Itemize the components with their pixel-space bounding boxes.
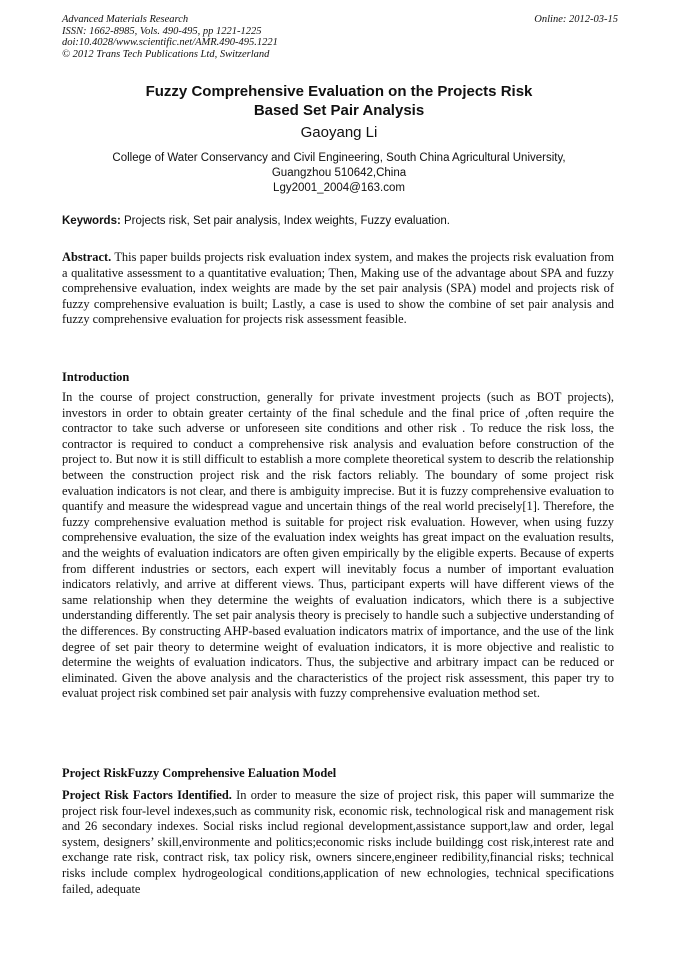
model-paragraph bbox=[62, 788, 614, 897]
abstract-label: Abstract. bbox=[62, 250, 112, 264]
title-line-2: Based Set Pair Analysis bbox=[253, 102, 425, 119]
online-date: Online: 2012-03-15 bbox=[534, 14, 618, 25]
introduction-paragraph: In the course of project construction, generally for private investment projects (such as BOT projects), investors in order to obtain greater certainty of the final schedule and the final price of ,often require the contractor to take such adverse or unforeseen site conditions and other risk . To reduce the risk loss, the contractor is required to conduct a comprehensive risk analysis and evaluation before construction of the project to. But now it is still difficult to establish a more complete theoretical system to describ the relationship between the construction project risk and the risk factors reliably. The boundary of some project risk evaluation indicators is not clear, and there is ambiguity imprecise. But it is fuzzy comprehensive evaluation to quantify and measure the widespread vague and uncertain things of the real world precisely[1]. Therefore, the fuzzy comprehensive evaluation method is suitable for project risk evaluation. However, when using fuzzy comprehensive evaluation, the size of the evaluation index weights has great impact on the evaluation results, and the weights of evaluation indicators are often given empirically by the eligible experts. Because of experts from different industries or sectors, each expert will inevitably focus a number of important evaluation indicators relativly, and arrive at different views. Thus, participant experts will have different views of the same relationship when they determine the weights of evaluation indicators, which there is a subjective understanding differently. The set pair analysis theory is precisely to handle such a subjective understanding of the differences. By constructing AHP-based evaluation indicators matrix of importance, and the use of the link degree of set pair theory to determine weight of evaluation indicators, it is more objective and realistic to determine the weights of evaluation indicators. Thus, the subjective and arbitrary impact can be reduced or eliminated. Given the above analysis and the characteristics of the project risk assessment, this paper try to evaluat project risk combined set pair analysis with fuzzy comprehensive evaluation method set. bbox=[62, 390, 614, 701]
model-heading: Project RiskFuzzy Comprehensive Ealuation Model bbox=[62, 766, 337, 780]
abstract-paragraph bbox=[62, 250, 614, 328]
abstract-text: This paper builds projects risk evaluation index system, and makes the projects risk evaluation from a qualitative assessment to a quantitative evaluation; Then, Making use of the advantage about SPA and fuzzy comprehensive evaluation, index weights are made by the set pair analysis (SPA) model and projects risk of fuzzy comprehensive evaluation is built; Lastly, a case is used to show the combine of set pair analysis and fuzzy comprehensive evaluation for projects risk assessment feasible. bbox=[62, 250, 614, 327]
keywords-text: Projects risk, Set pair analysis, Index weights, Fuzzy evaluation. bbox=[120, 215, 450, 227]
keywords bbox=[62, 214, 616, 229]
copyright-line: © 2012 Trans Tech Publications Ltd, Switzerland bbox=[62, 48, 270, 60]
doi-line: doi:10.4028/www.scientific.net/AMR.490-495.1221 bbox=[62, 37, 278, 48]
issn-line: ISSN: 1662-8985, Vols. 490-495, pp 1221-1225 bbox=[62, 25, 262, 37]
introduction-heading: Introduction bbox=[62, 370, 130, 384]
paper-title bbox=[62, 82, 616, 120]
affiliation bbox=[62, 151, 616, 196]
keywords-label: Keywords: bbox=[62, 215, 121, 227]
risk-factors-text: In order to measure the size of project risk, this paper will summarize the project risk four-level indexes,such as community risk, economic risk, technological risk and management risk and 26 secondary indexes. Social risks includ regional development,assistance support,law and order, legal system, designers’ skill,environmente and politics;economic risks include buildingg cost risk,interest rate and exchange rate risk, contract risk, tax policy risk, owners sincere,engineer redibility,financial risks; technical risks include complex hydrogeological conditions,application of new echnologies, technical specifications failed, adequate bbox=[62, 788, 614, 896]
risk-factors-label: Project Risk Factors Identified. bbox=[62, 788, 232, 802]
title-line-1: Fuzzy Comprehensive Evaluation on the Projects Risk bbox=[145, 83, 533, 100]
affiliation-line-1: College of Water Conservancy and Civil Engineering, South China Agricultural University, bbox=[112, 152, 566, 164]
author-email: Lgy2001_2004@163.com bbox=[273, 182, 405, 194]
journal-name: Advanced Materials Research bbox=[62, 14, 189, 25]
author-name: Gaoyang Li bbox=[300, 124, 378, 141]
affiliation-line-2: Guangzhou 510642,China bbox=[271, 167, 407, 179]
journal-header bbox=[62, 14, 618, 60]
